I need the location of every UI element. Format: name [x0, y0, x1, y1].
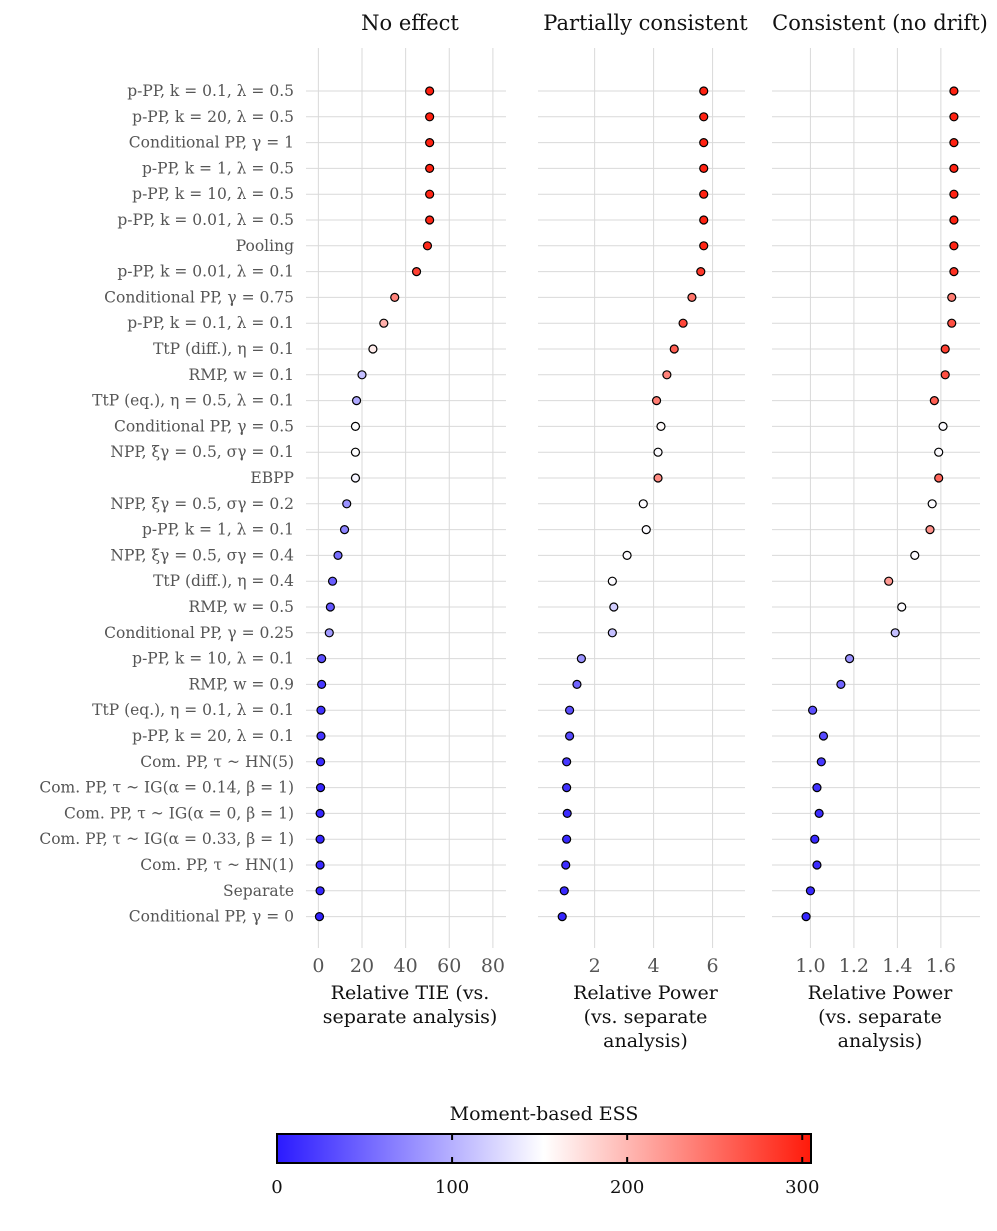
data-point — [623, 551, 631, 559]
data-point — [700, 216, 708, 224]
data-point — [670, 345, 678, 353]
data-point — [560, 887, 568, 895]
data-point — [700, 190, 708, 198]
data-point — [318, 680, 326, 688]
data-point — [939, 422, 947, 430]
data-point — [813, 784, 821, 792]
x-tick-label: 1.6 — [925, 955, 956, 977]
data-point — [930, 397, 938, 405]
x-tick-label: 60 — [437, 955, 462, 977]
data-point — [802, 913, 810, 921]
data-point — [558, 913, 566, 921]
data-point — [948, 319, 956, 327]
data-point — [700, 113, 708, 121]
x-tick-label: 2 — [588, 955, 601, 977]
data-point — [941, 371, 949, 379]
data-point — [426, 164, 434, 172]
data-point — [426, 216, 434, 224]
data-point — [950, 113, 958, 121]
panel-consistent-no-drift — [772, 11, 988, 1052]
x-tick-label: 80 — [480, 955, 506, 977]
data-point — [326, 603, 334, 611]
x-axis-label: Relative TIE (vs. — [330, 982, 490, 1004]
panel-partially-consistent — [538, 11, 748, 1052]
data-point — [817, 758, 825, 766]
category-label: TtP (diff.), η = 0.1 — [153, 340, 294, 358]
data-point — [316, 887, 324, 895]
data-point — [369, 345, 377, 353]
data-point — [815, 809, 823, 817]
data-point — [341, 526, 349, 534]
colorbar-title: Moment-based ESS — [449, 1103, 639, 1125]
category-label: p-PP, k = 0.1, λ = 0.5 — [127, 82, 294, 100]
data-point — [380, 319, 388, 327]
category-label: Conditional PP, γ = 1 — [128, 133, 294, 152]
category-label: EBPP — [250, 469, 294, 487]
data-point — [950, 190, 958, 198]
category-label: Separate — [222, 881, 294, 900]
data-point — [941, 345, 949, 353]
category-label: RMP, w = 0.9 — [188, 675, 294, 694]
data-point — [426, 87, 434, 95]
data-point — [358, 371, 366, 379]
data-point — [642, 526, 650, 534]
x-axis-label: Relative Power — [573, 982, 718, 1004]
data-point — [334, 551, 342, 559]
data-point — [697, 268, 705, 276]
data-point — [898, 603, 906, 611]
data-point — [317, 784, 325, 792]
data-point — [391, 293, 399, 301]
data-point — [935, 448, 943, 456]
category-label: Com. PP, τ ~ HN(1) — [140, 856, 294, 874]
category-label: Com. PP, τ ~ HN(5) — [140, 752, 294, 771]
category-label: Com. PP, τ ~ IG(α = 0.33, β = 1) — [39, 830, 294, 849]
category-labels — [39, 82, 294, 926]
data-point — [700, 242, 708, 250]
data-point — [329, 577, 337, 585]
data-point — [700, 139, 708, 147]
data-point — [351, 474, 359, 482]
x-axis-label: analysis) — [837, 1030, 923, 1052]
x-tick-label: 1.2 — [838, 955, 870, 977]
x-axis-label: (vs. separate — [818, 1006, 942, 1028]
data-point — [562, 861, 570, 869]
data-point — [563, 784, 571, 792]
data-point — [610, 603, 618, 611]
data-point — [563, 758, 571, 766]
category-label: p-PP, k = 0.01, λ = 0.1 — [117, 262, 294, 281]
colorbar-legend — [271, 1103, 819, 1198]
data-point — [891, 629, 899, 637]
data-point — [343, 500, 351, 508]
data-point — [316, 861, 324, 869]
category-label: Conditional PP, γ = 0.5 — [113, 417, 294, 436]
data-point — [639, 500, 647, 508]
category-label: p-PP, k = 10, λ = 0.5 — [132, 185, 294, 204]
category-label: TtP (eq.), η = 0.1, λ = 0.1 — [92, 701, 294, 720]
data-point — [573, 680, 581, 688]
data-point — [846, 655, 854, 663]
data-point — [423, 242, 431, 250]
data-point — [317, 758, 325, 766]
data-point — [928, 500, 936, 508]
x-tick-label: 40 — [393, 955, 418, 977]
data-point — [935, 474, 943, 482]
data-point — [837, 680, 845, 688]
data-point — [950, 87, 958, 95]
category-label: Com. PP, τ ~ IG(α = 0.14, β = 1) — [39, 778, 294, 797]
panel-title: No effect — [361, 11, 459, 35]
x-tick-label: 1.4 — [882, 955, 913, 977]
panel-no-effect — [306, 11, 506, 1028]
data-point — [563, 809, 571, 817]
data-point — [911, 551, 919, 559]
category-label: Pooling — [235, 236, 294, 255]
data-point — [654, 474, 662, 482]
data-point — [700, 164, 708, 172]
data-point — [688, 293, 696, 301]
category-label: TtP (eq.), η = 0.5, λ = 0.1 — [92, 391, 294, 410]
category-label: p-PP, k = 0.01, λ = 0.5 — [117, 211, 294, 229]
data-point — [806, 887, 814, 895]
data-point — [426, 190, 434, 198]
x-tick-label: 6 — [706, 955, 719, 977]
category-label: NPP, ξγ = 0.5, σγ = 0.2 — [110, 494, 294, 513]
data-point — [608, 629, 616, 637]
data-point — [948, 293, 956, 301]
x-axis-label: (vs. separate — [583, 1006, 708, 1028]
data-point — [657, 422, 665, 430]
data-point — [351, 448, 359, 456]
category-label: NPP, ξγ = 0.5, σγ = 0.4 — [110, 546, 294, 565]
colorbar-tick-label: 100 — [434, 1177, 470, 1198]
data-point — [950, 216, 958, 224]
x-tick-label: 1.0 — [795, 955, 826, 977]
data-point — [885, 577, 893, 585]
category-label: p-PP, k = 20, λ = 0.1 — [132, 727, 294, 745]
data-point — [563, 835, 571, 843]
data-point — [566, 732, 574, 740]
data-point — [426, 139, 434, 147]
data-point — [325, 629, 333, 637]
data-point — [809, 706, 817, 714]
data-point — [654, 448, 662, 456]
x-tick-label: 4 — [647, 955, 660, 977]
category-label: p-PP, k = 0.1, λ = 0.1 — [127, 314, 294, 333]
category-label: TtP (diff.), η = 0.4 — [153, 572, 294, 591]
data-point — [819, 732, 827, 740]
category-label: p-PP, k = 20, λ = 0.5 — [132, 107, 294, 126]
x-tick-label: 0 — [312, 955, 325, 977]
data-point — [950, 139, 958, 147]
category-label: Com. PP, τ ~ IG(α = 0, β = 1) — [63, 804, 294, 823]
category-label: Conditional PP, γ = 0.25 — [104, 623, 294, 642]
colorbar-bar — [277, 1134, 811, 1163]
data-point — [577, 655, 585, 663]
data-point — [653, 397, 661, 405]
x-axis-label: separate analysis) — [322, 1006, 498, 1028]
data-point — [317, 706, 325, 714]
colorbar-tick-label: 0 — [271, 1177, 283, 1198]
x-axis-label: Relative Power — [807, 982, 953, 1004]
data-point — [315, 913, 323, 921]
data-point — [316, 809, 324, 817]
data-point — [608, 577, 616, 585]
data-point — [950, 242, 958, 250]
x-axis-label: analysis) — [603, 1030, 688, 1052]
colorbar-tick-label: 300 — [785, 1177, 820, 1198]
data-point — [663, 371, 671, 379]
data-point — [316, 835, 324, 843]
data-point — [700, 87, 708, 95]
category-label: p-PP, k = 1, λ = 0.1 — [142, 520, 294, 539]
data-point — [351, 422, 359, 430]
data-point — [318, 655, 326, 663]
data-point — [813, 861, 821, 869]
data-point — [353, 397, 361, 405]
data-point — [679, 319, 687, 327]
data-point — [426, 113, 434, 121]
category-label: RMP, w = 0.5 — [188, 598, 294, 616]
panel-title: Consistent (no drift) — [772, 11, 988, 35]
category-label: p-PP, k = 10, λ = 0.1 — [132, 649, 294, 668]
category-label: NPP, ξγ = 0.5, σγ = 0.1 — [110, 443, 294, 462]
category-label: RMP, w = 0.1 — [188, 365, 294, 384]
colorbar-tick-label: 200 — [609, 1177, 645, 1198]
category-label: Conditional PP, γ = 0.75 — [104, 288, 294, 307]
data-point — [950, 268, 958, 276]
x-tick-label: 20 — [349, 955, 375, 977]
category-label: p-PP, k = 1, λ = 0.5 — [142, 159, 294, 178]
data-point — [950, 164, 958, 172]
data-point — [317, 732, 325, 740]
data-point — [566, 706, 574, 714]
panel-title: Partially consistent — [543, 11, 748, 35]
data-point — [811, 835, 819, 843]
category-label: Conditional PP, γ = 0 — [128, 907, 294, 926]
data-point — [413, 268, 421, 276]
data-point — [926, 526, 934, 534]
